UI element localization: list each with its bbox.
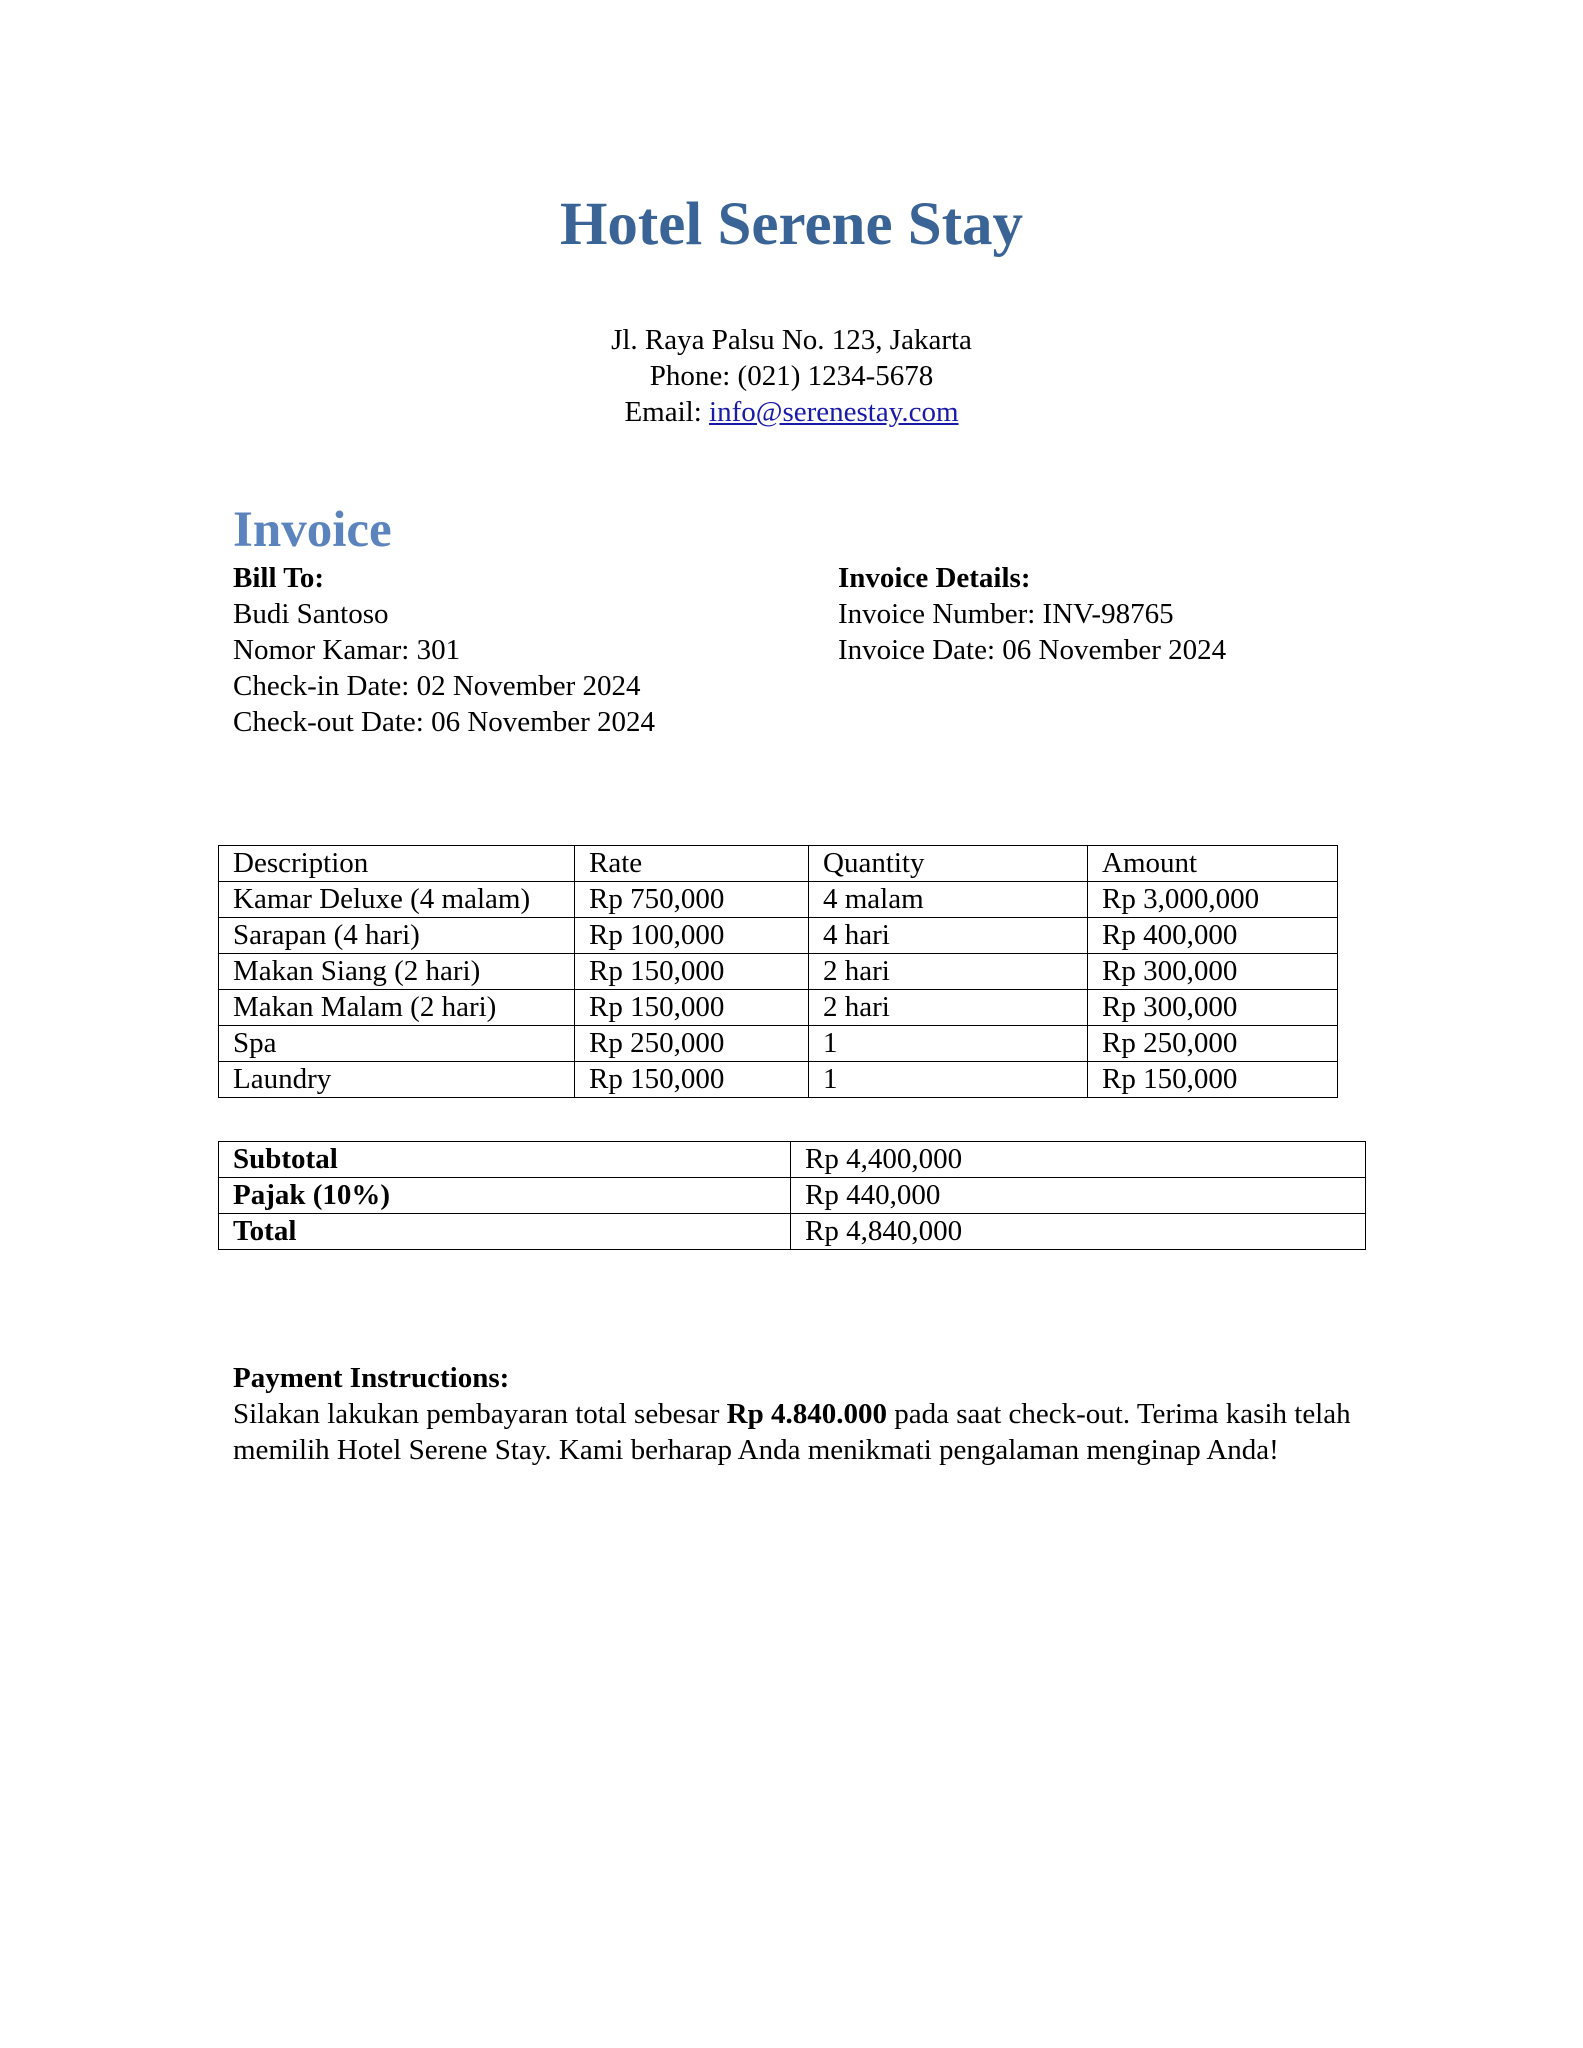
hotel-phone: Phone: (021) 1234-5678 [649,360,934,392]
table-row [219,882,1338,918]
bill-to-section [233,560,655,740]
totals-value: Rp 4,400,000 [791,1142,1366,1178]
item-amount: Rp 3,000,000 [1088,882,1338,918]
item-amount: Rp 300,000 [1088,990,1338,1026]
payment-instructions [233,1360,1353,1468]
item-quantity: 4 hari [809,918,1088,954]
totals-table [218,1141,1366,1250]
item-rate: Rp 100,000 [575,918,809,954]
item-quantity: 1 [809,1062,1088,1098]
totals-row [219,1178,1366,1214]
totals-table-body [219,1142,1366,1250]
payment-amount: Rp 4.840.000 [726,1398,887,1430]
hotel-address: Jl. Raya Palsu No. 123, Jakarta [611,324,972,356]
hotel-title: Hotel Serene Stay [559,191,1024,258]
email-link[interactable]: info@serenestay.com [709,396,959,428]
table-row [219,990,1338,1026]
item-quantity: 2 hari [809,990,1088,1026]
check-in-date: Check-in Date: 02 November 2024 [233,670,641,702]
item-rate: Rp 150,000 [575,990,809,1026]
item-quantity: 1 [809,1026,1088,1062]
table-row [219,1062,1338,1098]
item-description: Makan Malam (2 hari) [219,990,575,1026]
item-rate: Rp 150,000 [575,1062,809,1098]
bill-to-label: Bill To: [233,562,325,594]
table-row [219,954,1338,990]
payment-text-after: pada saat check-out. Terima kasih telah memilih Hotel Serene Stay. Kami berharap Anda menikmati pengalaman menginap Anda! [233,1398,1351,1466]
column-header: Rate [575,846,809,882]
totals-row [219,1214,1366,1250]
totals-row [219,1142,1366,1178]
item-amount: Rp 300,000 [1088,954,1338,990]
column-header: Quantity [809,846,1088,882]
table-row [219,1026,1338,1062]
items-table [218,845,1338,1098]
customer-name: Budi Santoso [233,598,389,630]
item-amount: Rp 250,000 [1088,1026,1338,1062]
totals-value: Rp 440,000 [791,1178,1366,1214]
item-amount: Rp 150,000 [1088,1062,1338,1098]
item-description: Sarapan (4 hari) [219,918,575,954]
check-out-date: Check-out Date: 06 November 2024 [233,706,656,738]
item-description: Kamar Deluxe (4 malam) [219,882,575,918]
items-header-row [219,846,1338,882]
totals-label: Total [219,1214,791,1250]
item-quantity: 2 hari [809,954,1088,990]
payment-text [233,1396,1353,1468]
room-number: Nomor Kamar: 301 [233,634,461,666]
hotel-contact [0,322,1583,430]
invoice-number: Invoice Number: INV-98765 [838,598,1174,630]
item-rate: Rp 750,000 [575,882,809,918]
invoice-heading: Invoice [233,502,392,558]
item-quantity: 4 malam [809,882,1088,918]
item-description: Makan Siang (2 hari) [219,954,575,990]
invoice-date: Invoice Date: 06 November 2024 [838,634,1227,666]
items-table-body [219,846,1338,1098]
invoice-details-section [838,560,1226,668]
totals-label: Pajak (10%) [219,1178,791,1214]
column-header: Amount [1088,846,1338,882]
totals-label: Subtotal [219,1142,791,1178]
invoice-details-label: Invoice Details: [838,562,1031,594]
payment-label: Payment Instructions: [233,1362,510,1394]
item-rate: Rp 250,000 [575,1026,809,1062]
column-header: Description [219,846,575,882]
payment-text-before: Silakan lakukan pembayaran total sebesar [233,1398,727,1430]
hotel-email-line [0,394,1583,430]
table-row [219,918,1338,954]
item-description: Spa [219,1026,575,1062]
item-amount: Rp 400,000 [1088,918,1338,954]
item-description: Laundry [219,1062,575,1098]
email-label: Email: [624,396,710,428]
item-rate: Rp 150,000 [575,954,809,990]
totals-value: Rp 4,840,000 [791,1214,1366,1250]
